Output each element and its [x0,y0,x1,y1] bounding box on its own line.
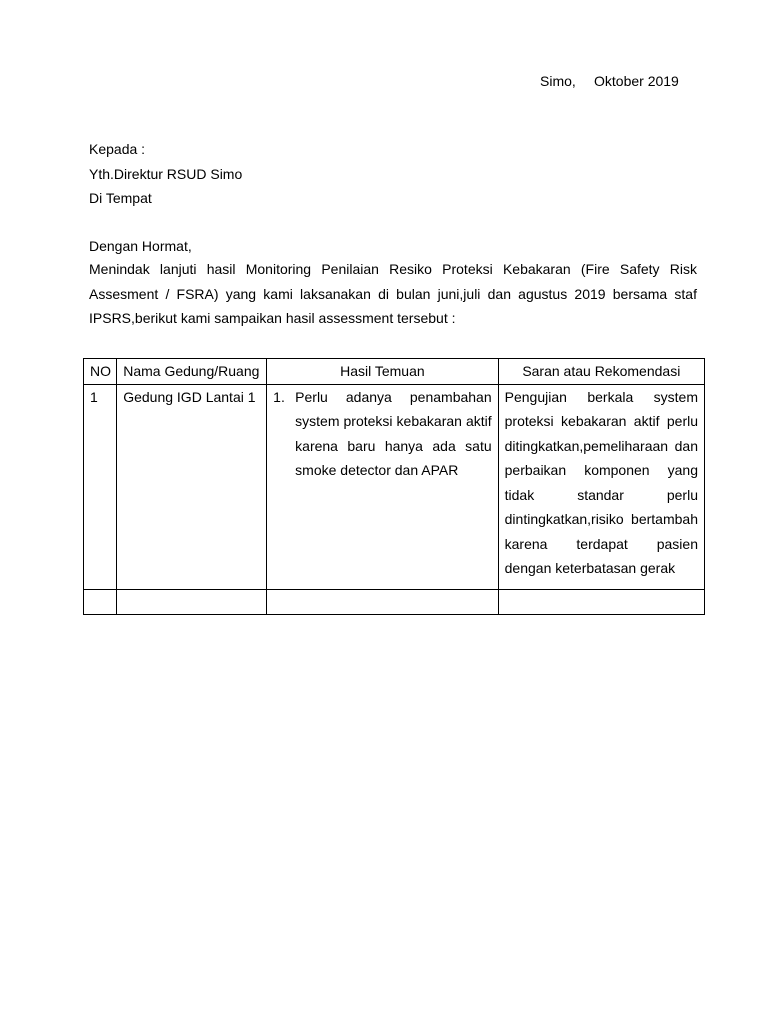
finding-number: 1. [273,388,285,405]
recipient-location: Di Tempat [89,190,152,206]
recipient: Yth.Direktur RSUD Simo [89,165,243,182]
finding-item [273,385,491,483]
header-nama: Nama Gedung/Ruang [117,359,267,385]
letter-place: Simo, [540,73,576,89]
row-nama: Gedung IGD Lantai 1 [117,384,267,589]
table-row [84,384,705,589]
table-row-empty [84,589,705,614]
letter-date-line [540,73,679,89]
address-block [89,137,242,211]
assessment-table [83,358,705,615]
empty-cell [267,589,498,614]
header-hasil: Hasil Temuan [267,359,498,385]
finding-text: Perlu adanya penambahan system proteksi kebakaran aktif karena baru hanya ada satu smoke detector dan APAR [295,388,492,478]
to-label: Kepada : [89,141,146,157]
letter-date: Oktober 2019 [594,73,679,89]
empty-cell [498,589,704,614]
row-no: 1 [84,384,117,589]
empty-cell [84,589,117,614]
empty-cell [117,589,267,614]
row-hasil-cell [267,384,498,589]
table-header-row [84,359,705,385]
header-no: NO [84,359,117,385]
row-saran: Pengujian berkala system proteksi kebakaran aktif perlu ditingkatkan,pemeliharaan dan perbaikan komponen yang tidak standar perlu dintingkatkan,risiko bertambah karena terdapat pasien dengan keterbatasan gerak [498,384,704,589]
body-paragraph: Menindak lanjuti hasil Monitoring Penilaian Resiko Proteksi Kebakaran (Fire Safety Risk Assesment / FSRA) yang kami laksanakan di bulan juni,juli dan agustus 2019 bersama staf IPSRS,berikut kami sampaikan hasil assessment tersebut : [89,261,697,326]
header-saran: Saran atau Rekomendasi [498,359,704,385]
greeting: Dengan Hormat, [89,238,192,254]
